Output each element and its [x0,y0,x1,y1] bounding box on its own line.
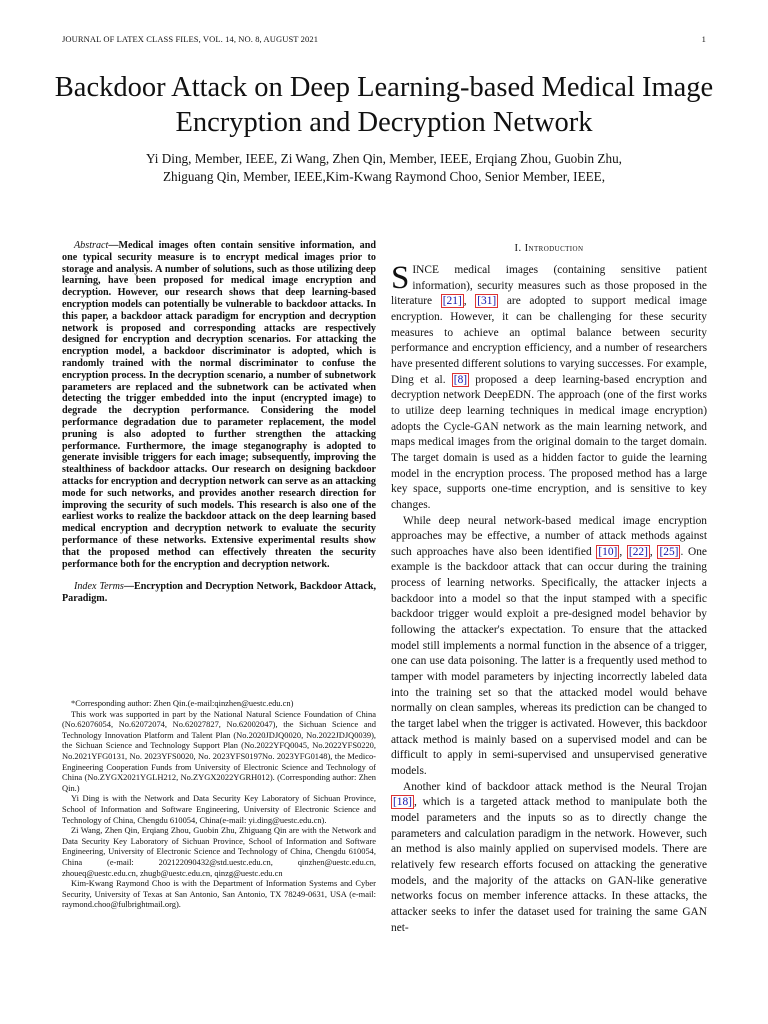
page-number: 1 [701,34,706,44]
left-column [62,240,376,615]
intro-paragraph-1 [391,260,707,514]
footnote-affiliation-coauthors: Zi Wang, Zhen Qin, Erqiang Zhou, Guobin Zhu, Zhiguang Qin are with the Network and Data Security Key Laboratory of Sichuan Province, School of Information and Software Engineering, University of Electronic Science and Technology of China, Chengdu 610054, China (e-mail: 202122090432@std.uestc.edu.cn, qinzhen@uestc.edu.cn, zhoueq@uestc.edu.cn, zhugb@uestc.edu.cn, qinzg@uestc.edu.cn [62,825,376,878]
drop-cap: S [391,260,410,296]
index-terms [62,581,376,605]
abstract [62,240,376,570]
citation-link[interactable]: [31] [477,295,497,308]
text-run: . One example is the backdoor attack that can occur during the training process of learning networks. Specifically, the attacker injects a backdoor into a model so that the input stamped with a specific backdoor trigger would exploit a pre-designed model behavior by following the attacker's expectation. To ensure that the attacked model still implements a normal function in the absence of a trigger, one can use data poisoning. The latter is a frequently used method to tamper with model parameters by injecting incorrectly labeled data into the training set so that the attacked model would behave normally on clean samples, whereas its prediction can be changed to the target label when the trigger is activated. However, this backdoor attack method is mainly based on a supervised model and can be difficult to apply in semi-supervised and unsupervised generative models. [391,545,707,777]
journal-line: JOURNAL OF LATEX CLASS FILES, VOL. 14, NO. 8, AUGUST 2021 [62,34,319,44]
footnote-corresponding: *Corresponding author: Zhen Qin.(e-mail:qinzhen@uestc.edu.cn) [71,698,294,708]
intro-paragraph-2 [391,514,707,780]
running-head [62,34,706,44]
text-run: Another kind of backdoor attack method is the Neural Trojan [403,780,707,793]
index-terms-text: —Encryption and Decryption Network, Backdoor Attack, Paradigm. [62,581,376,605]
paper-title: Backdoor Attack on Deep Learning-based Medical Image Encryption and Decryption Network [54,72,714,138]
first-word-rest: INCE [412,264,439,276]
footnote-affiliation-choo: Kim-Kwang Raymond Choo is with the Department of Information Systems and Cyber Security, University of Texas at San Antonio, San Antonio, TX 78249-0631, USA (e-mail: raymond.choo@fulbrightmail.org). [62,878,376,910]
author-line-2: Zhiguang Qin, Member, IEEE,Kim-Kwang Raymond Choo, Senior Member, IEEE, [162,169,606,184]
citation-link[interactable]: [8] [453,373,468,386]
section-heading: I. Introduction [514,243,584,254]
text-run: , [619,545,627,558]
text-run: , [463,295,476,308]
citation-link[interactable]: [25] [659,545,679,558]
author-list [40,150,728,186]
citation-link[interactable]: [22] [628,545,648,558]
abstract-text: —Medical images often contain sensitive information, and one typical security measure is to encrypt medical images prior to storage and analysis. A number of solutions, such as those utilizing deep learning, have been proposed for medical image encryption and decryption. However, our research shows that deep learning-based encryption models can potentially be vulnerable to backdoor attacks. In this paper, a backdoor attack paradigm for encryption and decryption network is proposed and corresponding attacks are respectively designed for encryption and decryption scenarios. For attacking the encryption model, a backdoor discriminator is adopted, which is randomly trained with the normal discriminator to confuse the encryption process. In the decryption scenario, a number of subnetwork parameters are replaced and the subnetwork can be activated when detecting the trigger embedded into the input (encrypted image) to degrade the decryption performance. Considering the model performance degradation due to parameter replacement, the model pruning is also adopted to further strengthen the attacking performance. Furthermore, the image steganography is adopted to generate invisible triggers for each image; subsequently, improving the stealthiness of backdoor attacks. Our research on designing backdoor attacks for encryption and decryption network can serve as an attacking mode for such networks, and provides another research direction for improving the security of such models. This research is also one of the earliest works to realize the backdoor attack on the deep learning based medical encryption and decryption network to evaluate the security performance of these networks. Extensive experimental results show that the proposed method can effectively threaten the security performance both for the encryption and decryption network. [62,240,376,570]
text-run: , [649,545,658,558]
citation-link[interactable]: [21] [442,295,462,308]
text-run: are adopted to support medical image encryption. However, it can be challenging for these security measures to achieve an optimal balance between security performance and encryption efficiency, and a number of researchers have presented different solutions to varying successes. For example, Ding et al. [391,295,707,386]
footnote-affiliation-ding: Yi Ding is with the Network and Data Security Key Laboratory of Sichuan Province, School of Information and Software Engineering, University of Electronic Science and Technology of China, Chengdu 610054, China(e-mail: yi.ding@uestc.edu.cn). [62,793,376,825]
intro-paragraph-3 [391,780,707,937]
abstract-lead: Abstract [74,240,109,251]
right-column [391,240,707,936]
footnotes [62,698,376,910]
footnote-funding: This work was supported in part by the National Natural Science Foundation of China (No.62076054, No.62072074, No.62027827, No.62002047), the Sichuan Science and Technology Innovation Platform and Talent Plan (No.2020JDJQ0020, No.2022JDJQ0039), the Sichuan Science and Technology Support Plan (No.2022YFQ0045, No.2022YFS0220, No.2021YFG0131, No. 2023YFS0020, No. 2023YFS0197No. 2023YFG0148), the Medico-Engineering Cooperation Funds from University of Electronic Science and Technology of China (No.ZYGX2021YGLH212, No.ZYGX2022YGRH012). (Corresponding author: Zhen Qin.) [62,708,376,793]
text-run: proposed a deep learning-based encryption and decryption network DeepEDN. The approach (one of the first works to utilize deep learning techniques in medical image encryption) adopts the Cycle-GAN network as the main learning network, and maps medical images from the original domain to the target domain. The target domain is used as a hidden factor to guide the learning model in the encryption process. The proposed method has a large key space, supports one-time encryption, and is sensitive to key changes. [391,373,707,511]
text-run: While deep neural network-based medical image encryption approaches may be effective, a number of attack methods against such approaches have also been identified [391,514,707,558]
text-run: medical images (containing sensitive patient information), security measures such as those proposed in the literature [391,264,707,308]
citation-link[interactable]: [10] [598,545,618,558]
citation-link[interactable]: [18] [393,796,412,809]
index-terms-lead: Index Terms [74,581,124,593]
text-run: , which is a targeted attack method to manipulate both the model parameters and the inputs so as to directly change the parameters and calculation paradigm in the network. However, such an method is also mainly applied on supervised models. There are relatively few research efforts focused on attacking the generative models, and the majority of the attacks on GAN-like generative networks focus on member inference attacks. In these attacks, the attacker seeks to infer the dataset used for training the same GAN net- [391,796,707,934]
author-line-1: Yi Ding, Member, IEEE, Zi Wang, Zhen Qin, Member, IEEE, Erqiang Zhou, Guobin Zhu, [146,151,622,166]
